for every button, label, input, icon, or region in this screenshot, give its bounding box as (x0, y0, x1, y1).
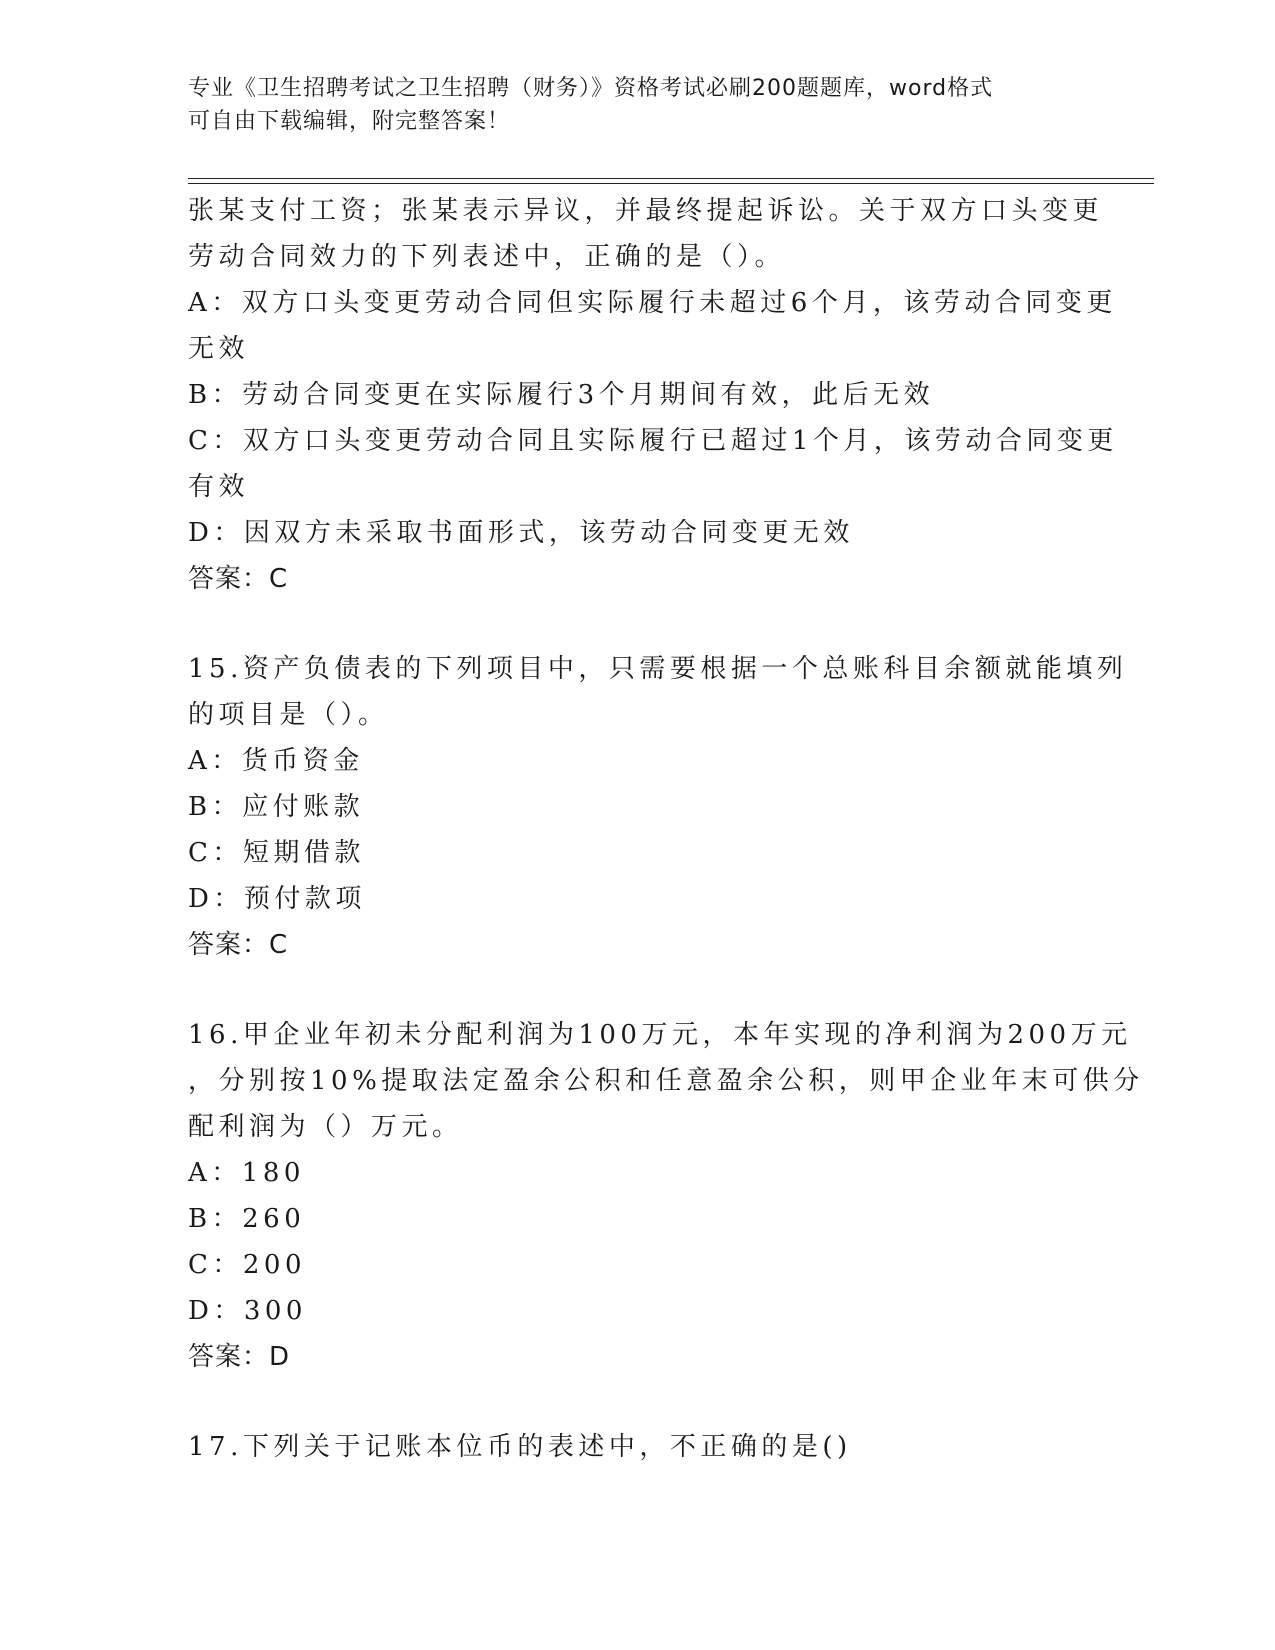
option-c: C：200 (188, 1250, 307, 1280)
option-c-continued: 有效 (188, 472, 250, 502)
option-b: B：260 (188, 1204, 306, 1234)
question-15 (188, 646, 1128, 968)
question-stem-line: 16.甲企业年初未分配利润为100万元，本年实现的净利润为200万元 (188, 1020, 1132, 1050)
header-title-line-1: 专业《卫生招聘考试之卫生招聘（财务）》资格考试必刷200题题库，word格式 (188, 76, 994, 101)
question-16 (188, 1012, 1144, 1380)
question-stem-line: 的项目是（）。 (188, 700, 389, 730)
question-stem-line: 配利润为（）万元。 (188, 1112, 463, 1142)
answer: 答案：C (188, 930, 289, 960)
option-a: A：货币资金 (188, 746, 364, 776)
option-a-continued: 无效 (188, 334, 250, 364)
option-c: C：双方口头变更劳动合同且实际履行已超过1个月，该劳动合同变更 (188, 426, 1118, 456)
option-d: D：300 (188, 1296, 307, 1326)
question-spacer (188, 968, 1088, 1012)
question-spacer (188, 602, 1088, 646)
option-b: B：应付账款 (188, 792, 365, 822)
question-17 (188, 1424, 1088, 1470)
option-d: D：因双方未采取书面形式，该劳动合同变更无效 (188, 518, 854, 548)
option-c: C：短期借款 (188, 838, 365, 868)
answer: 答案：C (188, 564, 289, 594)
option-a: A：180 (188, 1158, 305, 1188)
question-list (188, 188, 1144, 1470)
header-divider-top (188, 178, 1154, 179)
question-stem-line: 张某支付工资；张某表示异议，并最终提起诉讼。关于双方口头变更 (188, 196, 1104, 226)
document-header (188, 72, 1088, 138)
header-title-line-2: 可自由下载编辑，附完整答案！ (188, 109, 511, 134)
question-spacer (188, 1380, 1088, 1424)
answer: 答案：D (188, 1342, 291, 1372)
option-d: D：预付款项 (188, 884, 366, 914)
question-stem-line: 劳动合同效力的下列表述中，正确的是（）。 (188, 242, 786, 272)
question-stem-line: ，分别按10%提取法定盈余公积和任意盈余公积，则甲企业年末可供分 (188, 1066, 1144, 1096)
question-14 (188, 188, 1118, 602)
option-b: B：劳动合同变更在实际履行3个月期间有效，此后无效 (188, 380, 935, 410)
question-stem-line: 15.资产负债表的下列项目中，只需要根据一个总账科目余额就能填列 (188, 654, 1128, 684)
question-stem-line: 17.下列关于记账本位币的表述中，不正确的是() (188, 1432, 852, 1462)
header-divider-bottom (188, 183, 1154, 184)
option-a: A：双方口头变更劳动合同但实际履行未超过6个月，该劳动合同变更 (188, 288, 1117, 318)
